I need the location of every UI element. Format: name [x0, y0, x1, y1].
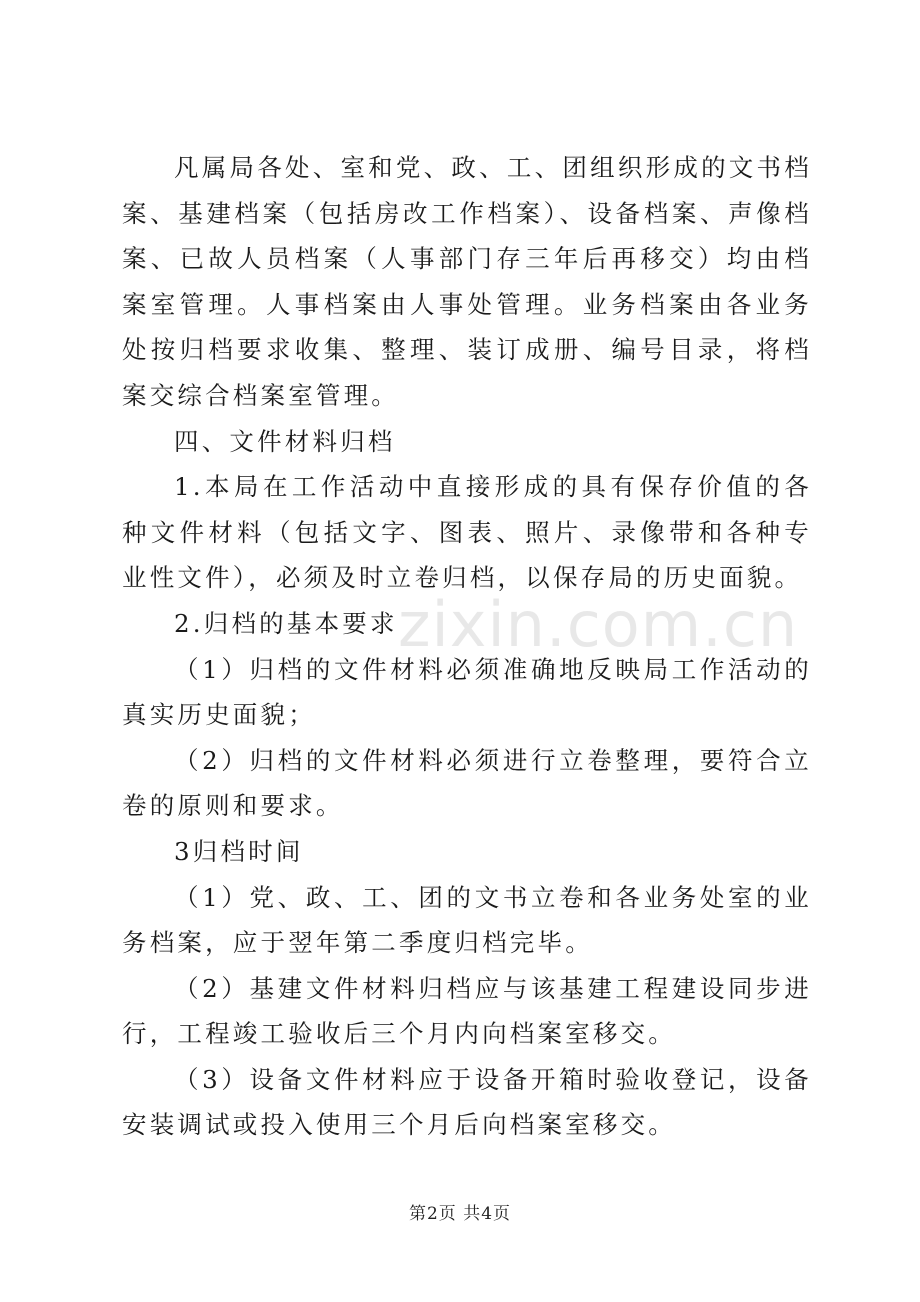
page-number-footer: 第2页 共4页 [408, 1204, 512, 1224]
paragraph-filing-item-1: 1.本局在工作活动中直接形成的具有保存价值的各种文件材料（包括文字、图表、照片、录像带和各种专业性文件），必须及时立卷归档，以保存局的历史面貌。 [122, 472, 812, 593]
section-heading-filing: 四、文件材料归档 [174, 426, 396, 456]
subheading-basic-requirements: 2.归档的基本要求 [174, 608, 398, 638]
watermark: zixin.com.cn [398, 588, 799, 661]
paragraph-time-1: （1）党、政、工、团的文书立卷和各业务处室的业务档案，应于翌年第二季度归档完毕。 [122, 882, 812, 958]
paragraph-archive-scope: 凡属局各处、室和党、政、工、团组织形成的文书档案、基建档案（包括房改工作档案）、设备档案、声像档案、已故人员档案（人事部门存三年后再移交）均由档案室管理。人事档案由人事处管理。业务档案由各业务处按归档要求收集、整理、装订成册、编号目录，将档案交综合档案室管理。 [122, 153, 812, 410]
paragraph-requirement-1: （1）归档的文件材料必须准确地反映局工作活动的真实历史面貌； [122, 654, 812, 730]
paragraph-time-2: （2）基建文件材料归档应与该基建工程建设同步进行，工程竣工验收后三个月内向档案室移交。 [122, 973, 812, 1049]
document-body [122, 145, 812, 1148]
subheading-filing-time: 3归档时间 [174, 836, 304, 866]
paragraph-time-3: （3）设备文件材料应于设备开箱时验收登记，设备安装调试或投入使用三个月后向档案室移交。 [122, 1064, 812, 1140]
paragraph-requirement-2: （2）归档的文件材料必须进行立卷整理，要符合立卷的原则和要求。 [122, 745, 812, 821]
